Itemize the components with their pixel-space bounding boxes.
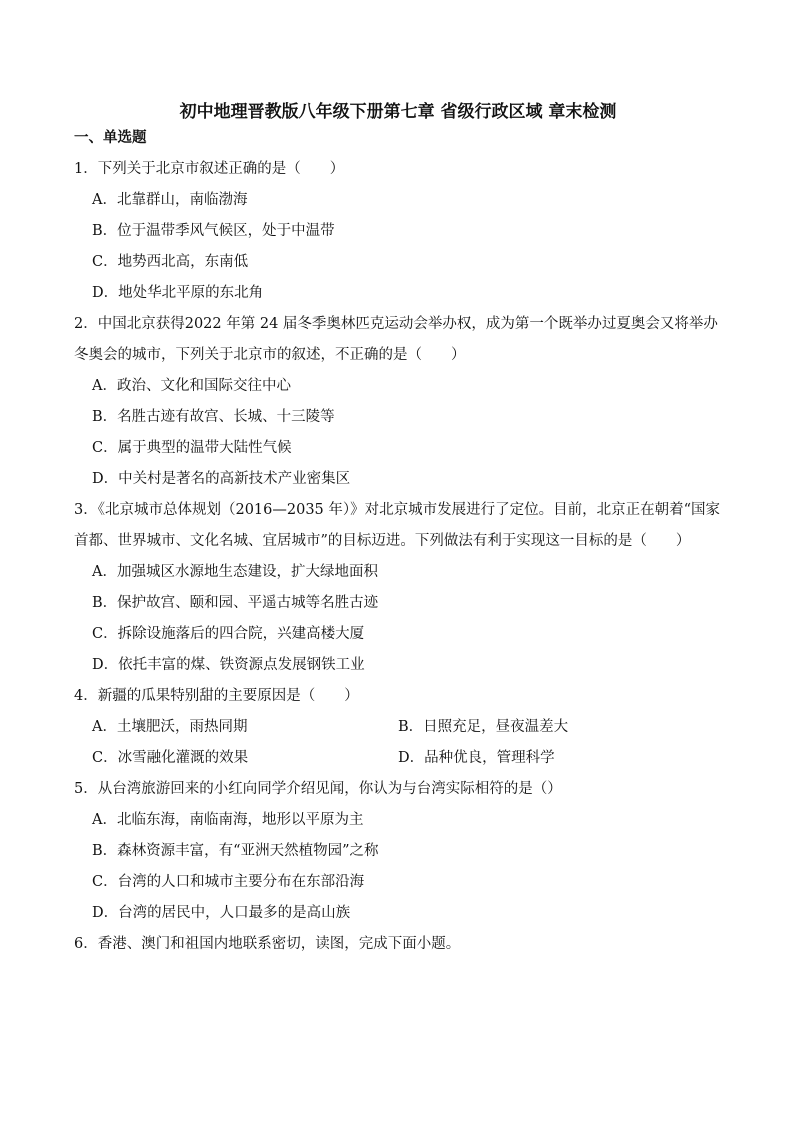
question-1 — [74, 154, 722, 309]
question-2 — [74, 309, 722, 495]
option-c: C．属于典型的温带大陆性气候 — [92, 440, 292, 456]
option-list — [74, 185, 722, 309]
question-6 — [74, 929, 722, 960]
option-b: B．位于温带季风气候区，处于中温带 — [92, 223, 335, 239]
option-grid — [74, 712, 722, 774]
option-b: B．日照充足，昼夜温差大 — [398, 719, 569, 735]
question-stem: 4．新疆的瓜果特别甜的主要原因是（ ） — [74, 688, 359, 704]
option-d: D．台湾的居民中，人口最多的是高山族 — [92, 905, 351, 921]
question-stem-line-1: 2．中国北京获得2022 年第 24 届冬季奥林匹克运动会举办权，成为第一个既举办过夏奥会又将举办 — [74, 316, 718, 332]
option-a: A．加强城区水源地生态建设，扩大绿地面积 — [92, 564, 378, 580]
option-d: D．中关村是著名的高新技术产业密集区 — [92, 471, 351, 487]
option-a: A．北临东海，南临南海，地形以平原为主 — [92, 812, 364, 828]
option-a: A．土壤肥沃，雨热同期 — [92, 719, 248, 735]
section-heading: 一、单选题 — [74, 130, 147, 146]
question-stem: 1．下列关于北京市叙述正确的是（ ） — [74, 161, 345, 177]
option-list — [74, 371, 722, 495]
question-5 — [74, 774, 722, 929]
option-c: C．地势西北高，东南低 — [92, 254, 249, 270]
question-stem-line-2: 冬奥会的城市，下列关于北京市的叙述，不正确的是（ ） — [74, 347, 466, 363]
question-stem-line-1: 3．《北京城市总体规划（2016—2035 年）》对北京城市发展进行了定位。目前，北京正在朝着“国家 — [74, 502, 721, 518]
option-b: B．保护故宫、颐和园、平遥古城等名胜古迹 — [92, 595, 379, 611]
question-stem: 6．香港、澳门和祖国内地联系密切，读图，完成下面小题。 — [74, 936, 461, 952]
question-stem-line-2: 首都、世界城市、文化名城、宜居城市”的目标迈进。下列做法有利于实现这一目标的是（ ） — [74, 533, 691, 549]
option-a: A．政治、文化和国际交往中心 — [92, 378, 291, 394]
option-d: D．品种优良，管理科学 — [398, 750, 555, 766]
option-d: D．地处华北平原的东北角 — [92, 285, 264, 301]
option-c: C．冰雪融化灌溉的效果 — [92, 750, 249, 766]
question-stem: 5．从台湾旅游回来的小红向同学介绍见闻，你认为与台湾实际相符的是（） — [74, 781, 562, 797]
option-d: D．依托丰富的煤、铁资源点发展钢铁工业 — [92, 657, 365, 673]
option-b: B．名胜古迹有故宫、长城、十三陵等 — [92, 409, 335, 425]
option-c: C．拆除设施落后的四合院，兴建高楼大厦 — [92, 626, 365, 642]
option-c: C．台湾的人口和城市主要分布在东部沿海 — [92, 874, 365, 890]
option-list — [74, 805, 722, 929]
document-title: 初中地理晋教版八年级下册第七章 省级行政区域 章末检测 — [179, 102, 617, 122]
option-b: B．森林资源丰富，有“亚洲天然植物园”之称 — [92, 843, 379, 859]
question-3 — [74, 495, 722, 681]
option-list — [74, 557, 722, 681]
option-a: A．北靠群山，南临渤海 — [92, 192, 248, 208]
question-4 — [74, 681, 722, 774]
